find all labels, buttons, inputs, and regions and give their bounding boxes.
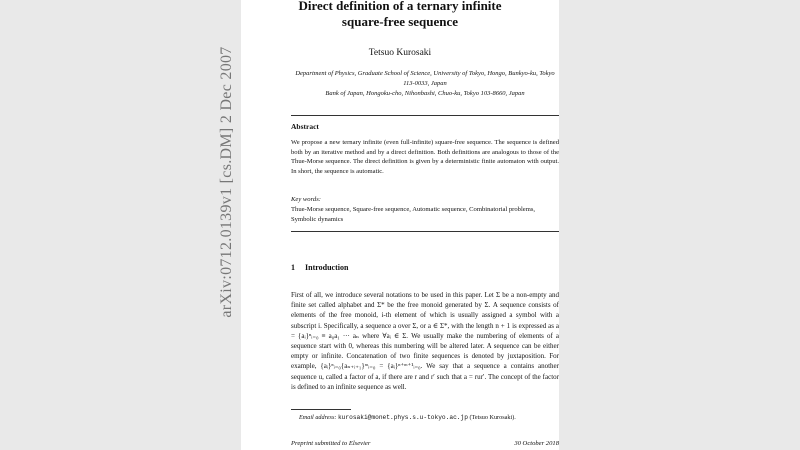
email-owner: (Tetsuo Kurosaki). bbox=[469, 414, 516, 421]
paper-page bbox=[241, 0, 559, 450]
preprint-date: 30 October 2018 bbox=[514, 440, 559, 447]
section-heading bbox=[291, 263, 348, 272]
section-title: Introduction bbox=[305, 263, 349, 272]
paper-title bbox=[241, 0, 559, 30]
introduction-paragraph: First of all, we introduce several notations to be used in this paper. Let Σ be a non-empty and finite set called alphabet and Σ* be the free monoid generated by Σ. A sequence consists of elements of the free monoid, i-th element of which is usually assigned a symbol with a subscript i. Specifically, a sequence a over Σ, or a ∈ Σ*, with the length n + 1 is expressed as a = {aᵢ}ⁿᵢ₌₀ ≡ a₀a₁ ··· aₙ where ∀aᵢ ∈ Σ. We usually make the numbering of elements of a sequence start with 0, whereas this numbering will be altered later. A sequence can be either empty or infinite. Concatenation of two finite sequences is denoted by juxtaposition. For example, {aᵢ}ⁿᵢ₌₀{aₙ₊ᵢ₊₁}ᵐᵢ₌₀ = {aᵢ}ⁿ⁺ᵐ⁺¹ᵢ₌₀. We say that a sequence a contains another sequence u, called a factor of a, if there are r and r′ such that a = rur′. The concept of the factor is defined to an infinite sequence as well. bbox=[291, 291, 559, 391]
affiliation-physics: Department of Physics, Graduate School of Science, University of Tokyo, Hongo, Bunkyo-ku, Tokyo 113-0033, Japan bbox=[295, 70, 555, 87]
abstract-heading: Abstract bbox=[291, 122, 319, 131]
abstract-text: We propose a new ternary infinite (even full-infinite) square-free sequence. The sequence is defined both by an iterative method and by a direct definition. Both definitions are analogous to those of the Thue-Morse sequence. The direct definition is given by a deterministic finite automaton with output. In short, the sequence is automatic. bbox=[291, 139, 559, 175]
keywords-list: Thue-Morse sequence, Square-free sequence, Automatic sequence, Combinatorial problems, Symbolic dynamics bbox=[291, 206, 536, 223]
arxiv-identifier: arXiv:0712.0139v1 [cs.DM] 2 Dec 2007 bbox=[218, 46, 235, 318]
keywords-heading: Key words: bbox=[291, 196, 321, 203]
affiliation-bank: Bank of Japan, Hongoku-cho, Nihonbashi, Chuo-ku, Tokyo 103-8660, Japan bbox=[325, 90, 525, 97]
email-address[interactable]: kurosaki@monet.phys.s.u-tokyo.ac.jp bbox=[337, 414, 468, 421]
title-line-2: square-free sequence bbox=[341, 14, 459, 29]
footnote-rule bbox=[291, 409, 351, 410]
title-line-1: Direct definition of a ternary infinite bbox=[298, 0, 502, 13]
section-number: 1 bbox=[291, 263, 295, 272]
email-footnote bbox=[299, 414, 516, 421]
email-label: Email address: bbox=[299, 414, 337, 421]
preprint-note: Preprint submitted to Elsevier bbox=[291, 440, 371, 447]
author-name: Tetsuo Kurosaki bbox=[368, 48, 432, 58]
abstract-top-rule bbox=[291, 115, 559, 116]
abstract-bottom-rule bbox=[291, 231, 559, 232]
